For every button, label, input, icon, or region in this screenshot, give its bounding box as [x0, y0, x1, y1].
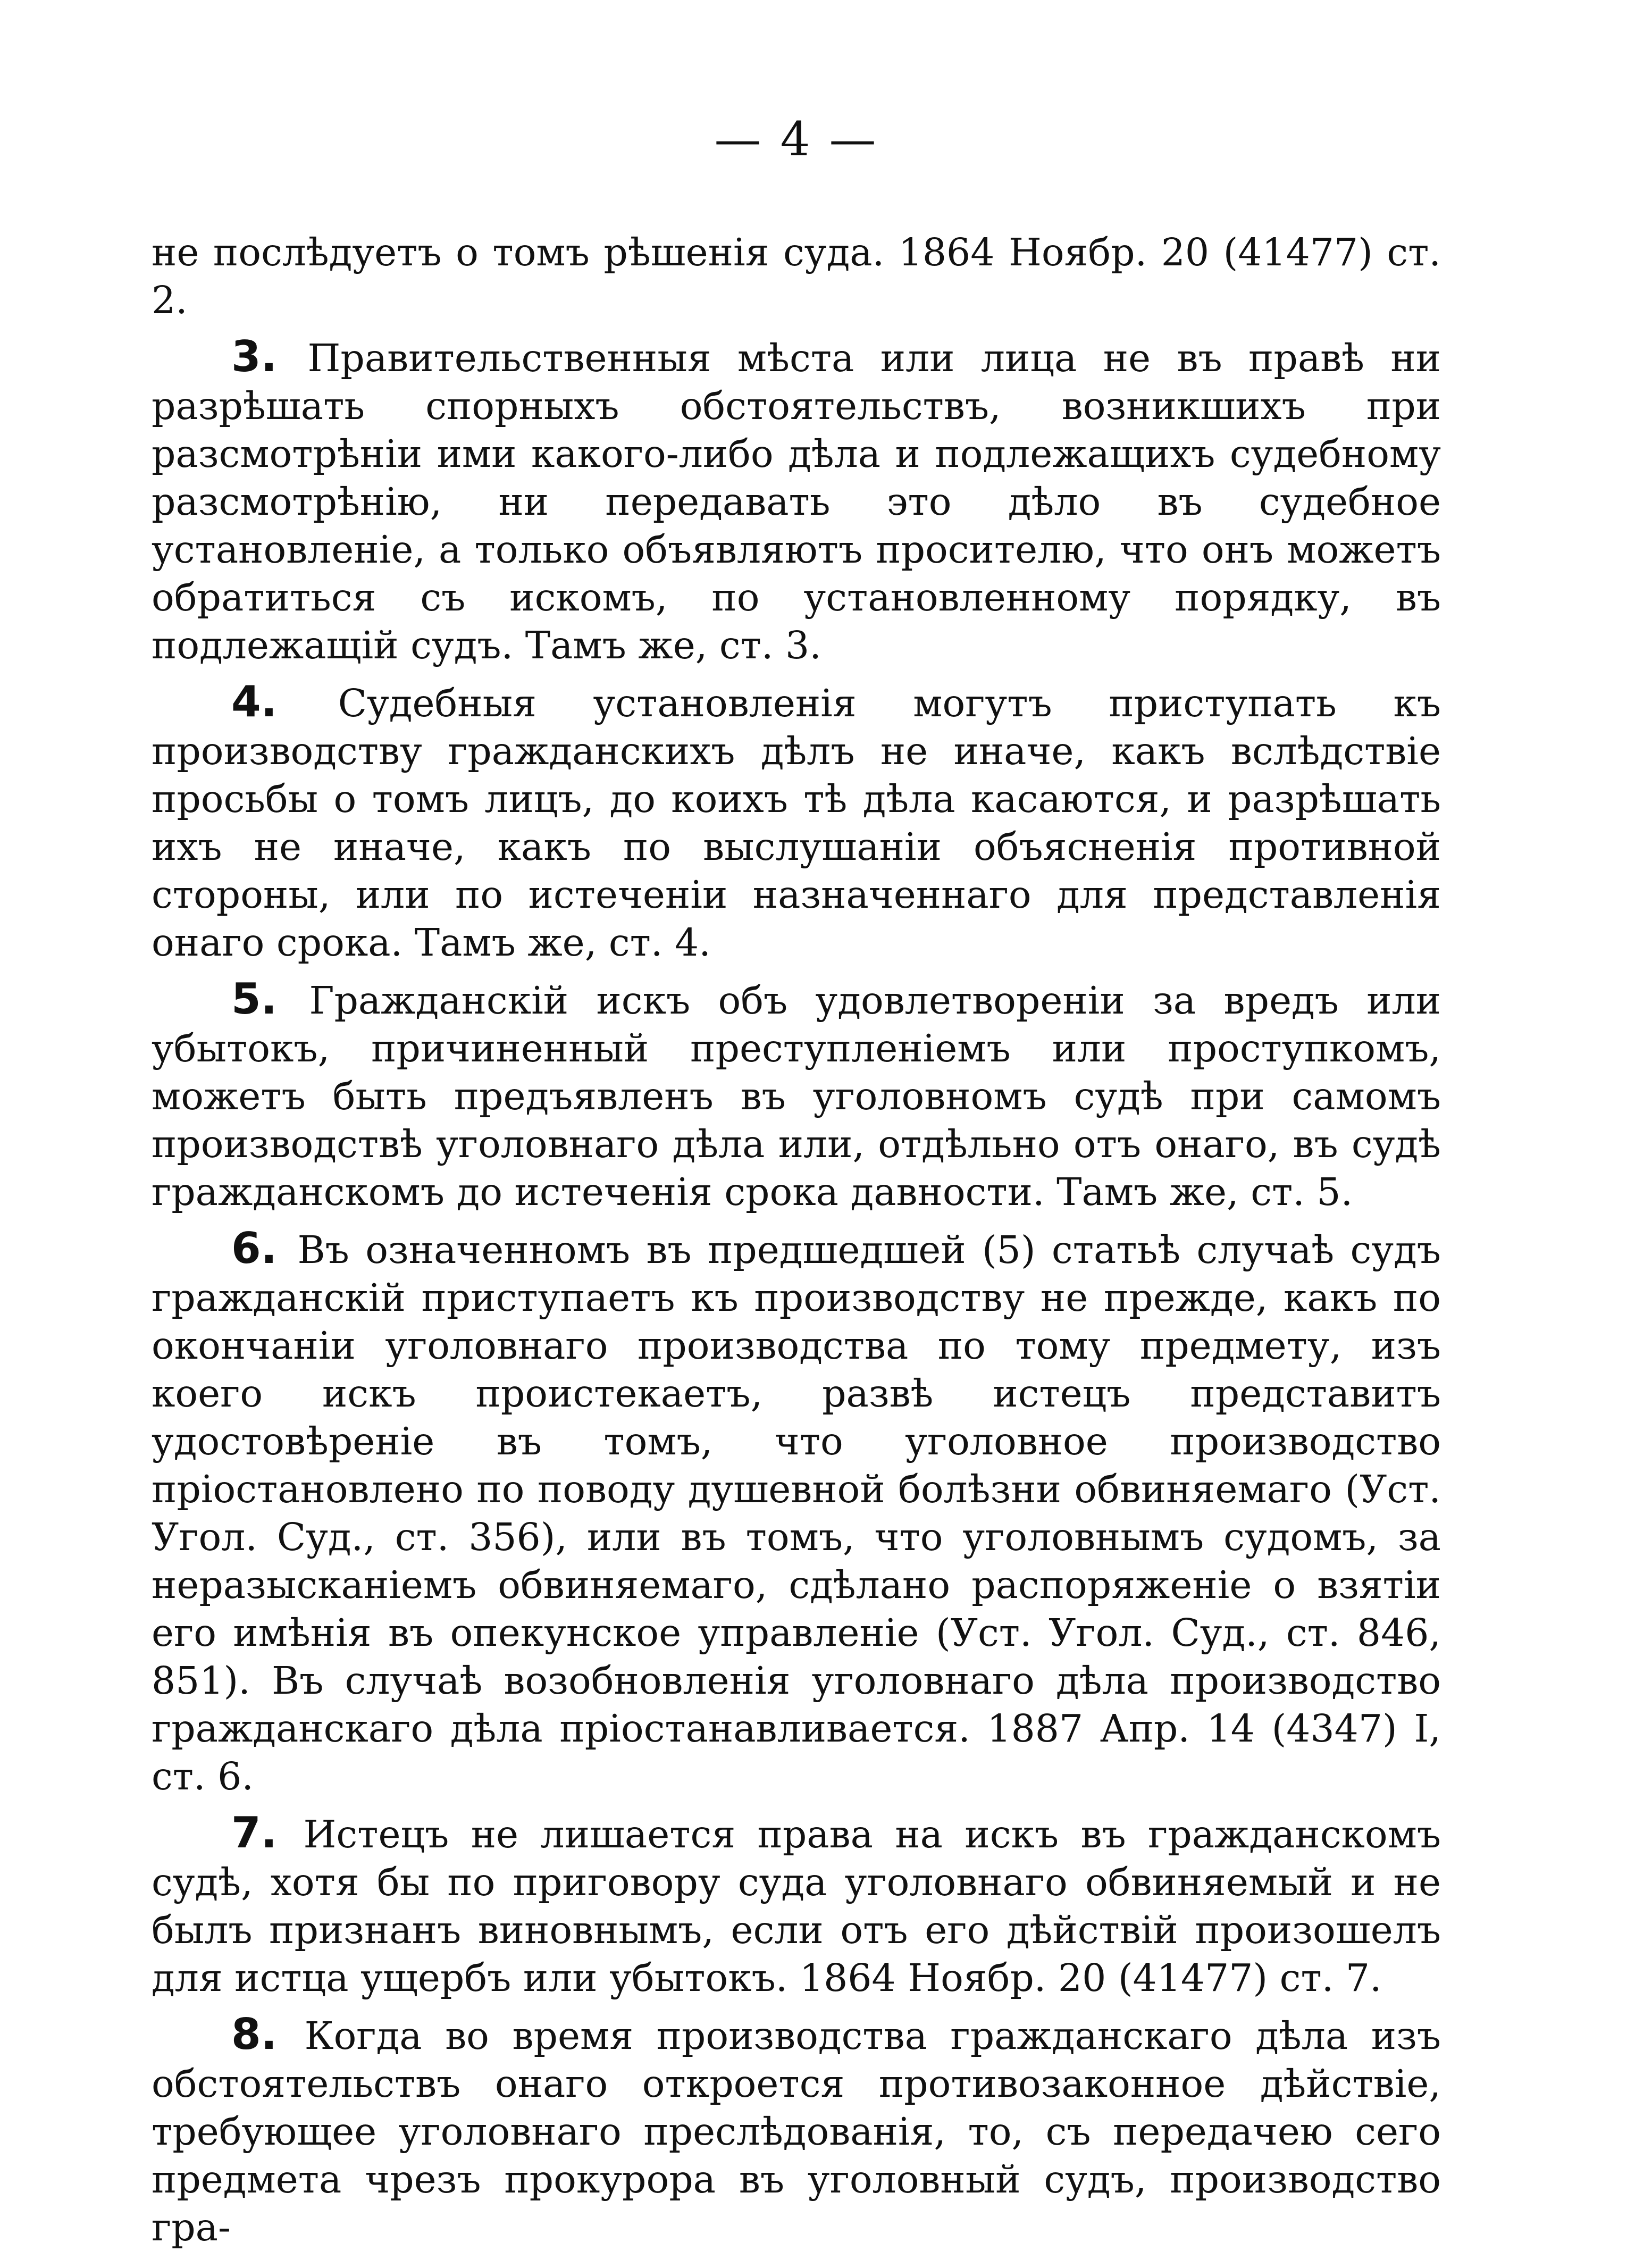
article-number: 7. — [231, 1808, 278, 1857]
article-5 — [152, 975, 1441, 1216]
article-6 — [152, 1225, 1441, 1801]
article-text: Въ означенномъ въ предшедшей (5) статьѣ случаѣ судъ гражданскій приступаетъ къ производству не прежде, какъ по окончаніи уголовнаго производства по тому предмету, изъ коего искъ проистекаетъ, развѣ истецъ представитъ удостовѣреніе въ томъ, что уголовное производство пріостановлено по поводу душевной болѣзни обвиняемаго (Уст. Угол. Суд., ст. 356), или въ томъ, что уголовнымъ судомъ, за неразысканіемъ обвиняемаго, сдѣлано распоряженіе о взятіи его имѣнія въ опекунское управленіе (Уст. Угол. Суд., ст. 846, 851). Въ случаѣ возобновленія уголовнаго дѣла производство гражданскаго дѣла пріостанавливается. 1887 Апр. 14 (4347) I, ст. 6. — [152, 1228, 1441, 1798]
page-text — [152, 229, 1441, 2260]
article-8 — [152, 2011, 1441, 2252]
article-text: Когда во время производства гражданскаго дѣла изъ обстоятельствъ онаго откроется противозаконное дѣйствіе, требующее уголовнаго преслѣдованія, то, съ передачею сего предмета чрезъ прокурора въ уголовный судъ, производство гра- — [152, 2014, 1441, 2249]
article-number: 8. — [231, 2010, 278, 2059]
article-text: Судебныя установленія могутъ приступать къ производству гражданскихъ дѣлъ не иначе, какъ вслѣдствіе просьбы о томъ лицъ, до коихъ тѣ дѣла касаются, и разрѣшать ихъ не иначе, какъ по выслушаніи объясненія противной стороны, или по истеченіи назначеннаго для представленія онаго срока. Тамъ же, ст. 4. — [152, 681, 1441, 965]
article-text: Гражданскій искъ объ удовлетвореніи за вредъ или убытокъ, причиненный преступленіемъ или проступкомъ, можетъ быть предъявленъ въ уголовномъ судѣ при самомъ производствѣ уголовнаго дѣла или, отдѣльно отъ онаго, въ судѣ гражданскомъ до истеченія срока давности. Тамъ же, ст. 5. — [152, 978, 1441, 1214]
article-text: Правительственныя мѣста или лица не въ правѣ ни разрѣшать спорныхъ обстоятельствъ, возникшихъ при разсмотрѣніи ими какого-либо дѣла и подлежащихъ судебному разсмотрѣнію, ни передавать это дѣло въ судебное установленіе, а только объявляютъ просителю, что онъ можетъ обратиться съ искомъ, по установленному порядку, въ подлежащій судъ. Тамъ же, ст. 3. — [152, 336, 1441, 667]
article-3 — [152, 333, 1441, 669]
article-number: 6. — [231, 1224, 278, 1273]
article-number: 5. — [231, 974, 278, 1024]
paragraph-continuation — [152, 229, 1441, 324]
page-number: — 4 — — [714, 112, 878, 166]
article-number: 3. — [231, 332, 278, 381]
article-text: Истецъ не лишается права на искъ въ гражданскомъ судѣ, хотя бы по приговору суда уголовнаго обвиняемый и не былъ признанъ виновнымъ, если отъ его дѣйствій произошелъ для истца ущербъ или убытокъ. 1864 Ноябр. 20 (41477) ст. 7. — [152, 1812, 1441, 2000]
article-number: 4. — [231, 677, 278, 726]
article-4 — [152, 678, 1441, 967]
article-7 — [152, 1809, 1441, 2002]
paragraph-text: не послѣдуетъ о томъ рѣшенія суда. 1864 Ноябр. 20 (41477) ст. 2. — [152, 230, 1441, 322]
document-page — [152, 0, 1441, 2268]
